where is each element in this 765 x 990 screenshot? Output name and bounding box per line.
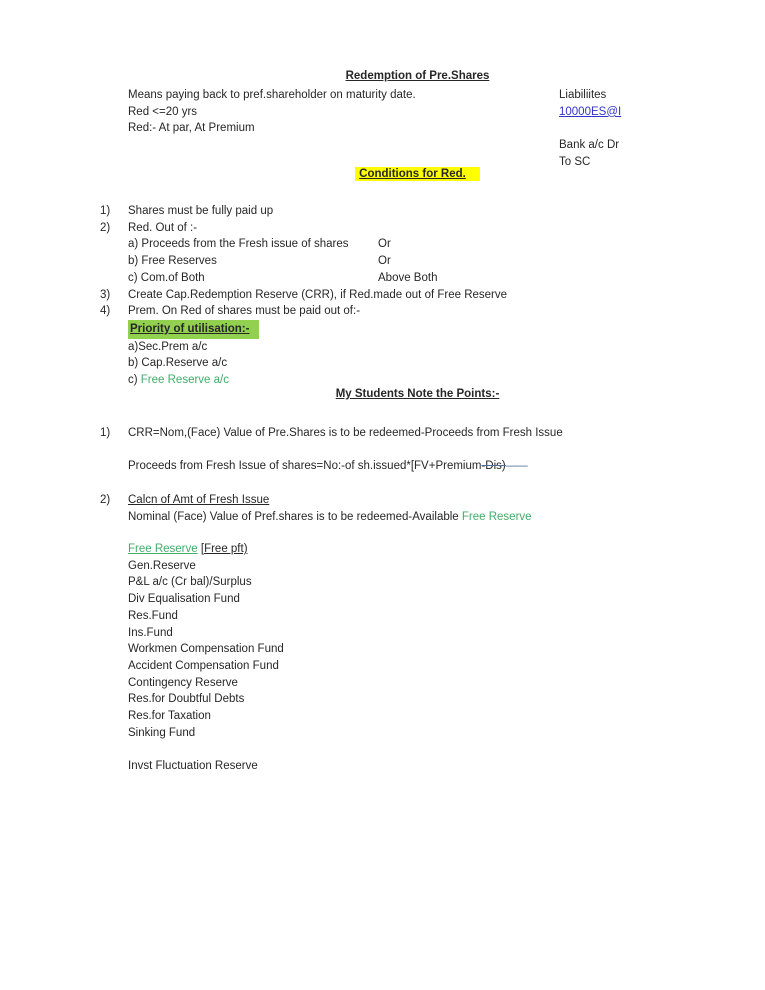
free-reserve-item: P&L a/c (Cr bal)/Surplus (128, 576, 252, 589)
notes-heading: My Students Note the Points:- (335, 388, 500, 400)
option-text: a) Proceeds from the Fresh issue of shares (128, 238, 349, 251)
conditions-heading-row (100, 166, 735, 183)
free-reserve-heading-black: [Free pft) (200, 543, 248, 555)
note-point (100, 492, 740, 509)
condition-text: Create Cap.Redemption Reserve (CRR), if Red.made out of Free Reserve (128, 288, 508, 301)
condition-text: Shares must be fully paid up (128, 205, 274, 217)
note-text: Nominal (Face) Value of Pref.shares is to be redeemed-Available (128, 510, 462, 523)
title-row (100, 68, 735, 85)
free-reserve-item: Res.Fund (128, 609, 178, 622)
priority-item-green-text: Free Reserve a/c (140, 374, 229, 387)
free-reserve-block (128, 541, 528, 775)
option-text: c) Com.of Both (128, 271, 205, 284)
journal-credit-line: To SC (559, 155, 591, 168)
condition-item (100, 203, 740, 220)
condition-text: Prem. On Red of shares must be paid out of:- (128, 305, 361, 318)
formula-struck-text: -Dis) (481, 460, 506, 473)
condition-text: Red. Out of :- (128, 221, 198, 234)
free-reserve-item: Workmen Compensation Fund (128, 643, 284, 656)
priority-item-prefix: c) (128, 374, 141, 387)
free-reserve-extra-item: Invst Fluctuation Reserve (128, 760, 258, 773)
condition-item (100, 220, 740, 237)
note-text: CRR=Nom,(Face) Value of Pre.Shares is to be redeemed-Proceeds from Fresh Issue (128, 427, 563, 439)
priority-heading-row (128, 320, 740, 339)
free-reserve-heading (128, 541, 528, 558)
conditions-list (100, 203, 740, 389)
intro-line: Red <=20 yrs (128, 105, 198, 118)
notes-heading-row (100, 386, 735, 403)
item-number: 4) (100, 305, 111, 318)
priority-item: b) Cap.Reserve a/c (128, 357, 228, 370)
note-subheading: Calcn of Amt of Fresh Issue (128, 493, 270, 506)
item-number: 2) (100, 221, 111, 234)
condition-option (128, 236, 740, 253)
item-number: 1) (100, 205, 111, 217)
note-point (100, 425, 740, 442)
item-number: 2) (100, 493, 111, 506)
note-line (128, 509, 740, 526)
option-note: Or (378, 255, 391, 268)
intro-line: Means paying back to pref.shareholder on maturity date. (128, 89, 416, 101)
free-reserve-item: Res.for Taxation (128, 710, 211, 723)
conditions-heading: Conditions for Red. (355, 167, 480, 181)
item-number: 1) (100, 427, 111, 439)
free-reserve-item: Ins.Fund (128, 626, 173, 639)
free-reserve-item: Div Equalisation Fund (128, 593, 240, 606)
free-reserve-item: Sinking Fund (128, 726, 196, 739)
margin-notes (559, 87, 759, 171)
journal-debit-line: Bank a/c Dr (559, 139, 620, 152)
condition-option (128, 253, 740, 270)
formula-text: Proceeds from Fresh Issue of shares=No:-of sh.issued*[FV+Premium (128, 460, 482, 473)
page-title: Redemption of Pre.Shares (345, 70, 490, 82)
intro-block (128, 87, 416, 137)
free-reserve-item: Gen.Reserve (128, 559, 196, 572)
condition-item (100, 287, 740, 304)
priority-item: a)Sec.Prem a/c (128, 340, 208, 353)
free-reserve-item: Res.for Doubtful Debts (128, 693, 245, 706)
liabilities-label: Liabiliites (559, 89, 607, 101)
condition-option (128, 270, 740, 287)
shares-link[interactable]: 10000ES@I (559, 105, 622, 118)
option-text: b) Free Reserves (128, 255, 217, 268)
strike-tail: —— (505, 460, 527, 473)
note-green-text: Free Reserve (461, 510, 532, 523)
condition-item (100, 303, 740, 320)
notes-list (100, 425, 740, 525)
item-number: 3) (100, 288, 111, 301)
free-reserve-item: Accident Compensation Fund (128, 659, 279, 672)
free-reserve-item: Contingency Reserve (128, 676, 238, 689)
option-note: Above Both (378, 271, 438, 284)
intro-line: Red:- At par, At Premium (128, 122, 255, 135)
formula-line (128, 458, 740, 475)
option-note: Or (378, 238, 391, 251)
free-reserve-heading-green: Free Reserve (128, 543, 198, 555)
priority-heading: Priority of utilisation:- (128, 320, 259, 339)
